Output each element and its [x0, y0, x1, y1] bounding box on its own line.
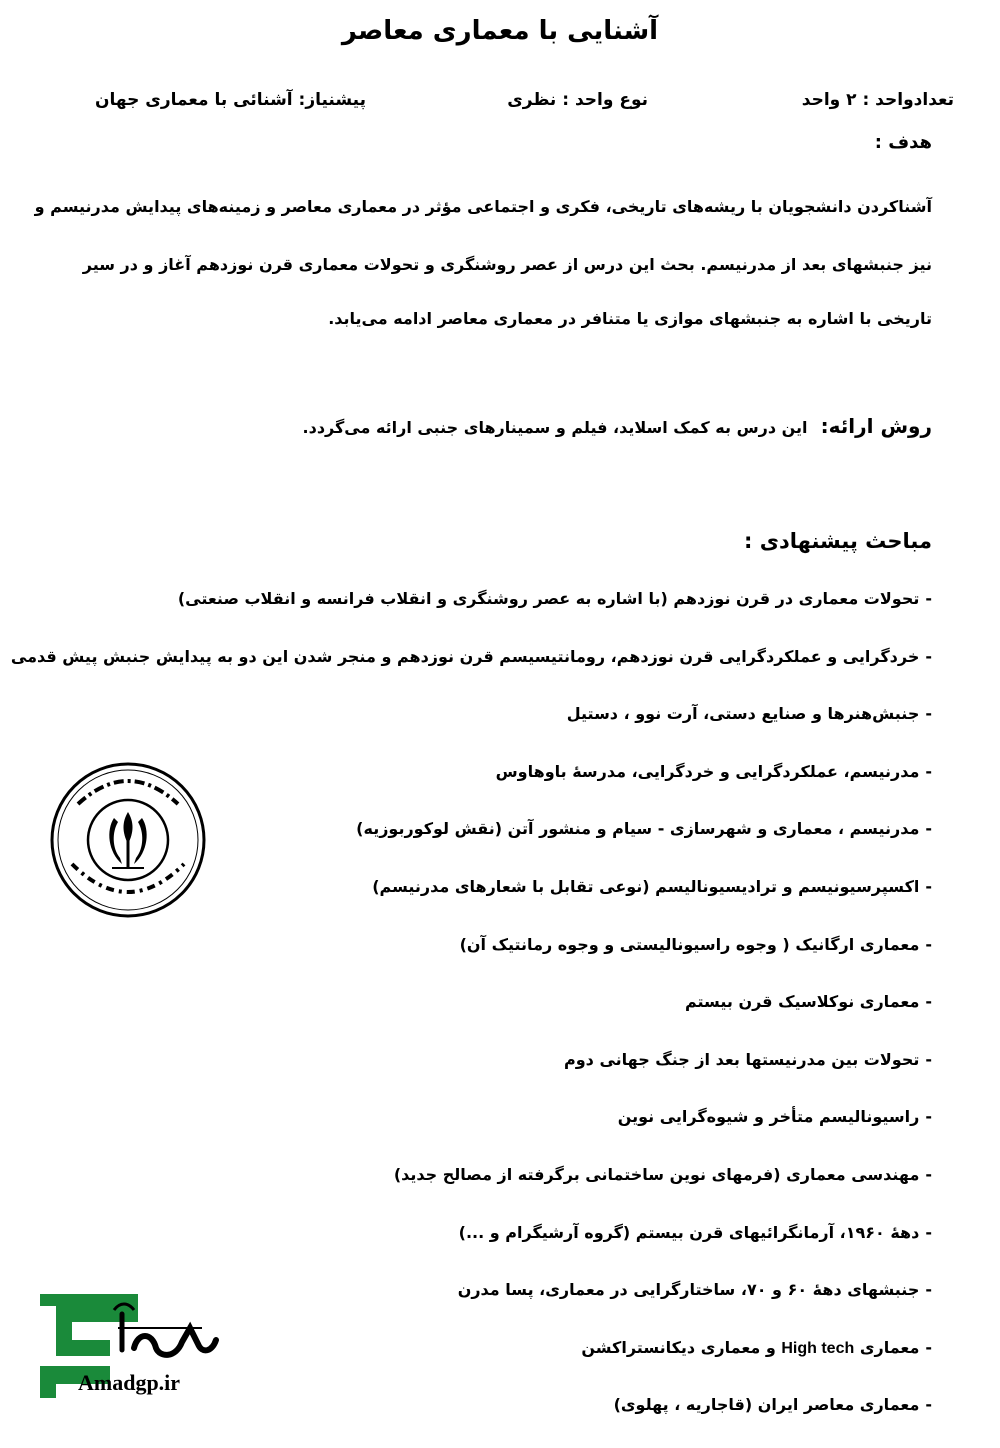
presentation-method-text: این درس به کمک اسلاید، فیلم و سمینارهای جنبی ارائه می‌گردد. [302, 418, 808, 437]
topic-item [10, 642, 932, 700]
topic-text: معماری نوکلاسیک قرن بیستم [684, 992, 920, 1012]
topic-item [52, 1218, 932, 1276]
topic-text: مدرنیسم، عملکردگرایی و خردگرایی، مدرسهٔ باوهاوس [495, 761, 920, 781]
unit-type: نوع واحد : نظری [507, 90, 648, 110]
units-count: تعدادواحد : ۲ واحد [801, 90, 954, 110]
bullet-dash: - [925, 761, 932, 781]
topic-text: اکسپرسیونیسم و ترادیسیونالیسم (نوعی تقابل با شعارهای مدرنیسم) [372, 876, 920, 896]
topic-text: تحولات معماری در قرن نوزدهم (با اشاره به عصر روشنگری و انقلاب فرانسه و انقلاب صنعتی) [177, 589, 920, 608]
topic-text: معماری ارگانیک ( وجوه راسیونالیستی و وجوه رمانتیک آن) [459, 934, 920, 954]
topic-text: معماری معاصر ایران (قاجاریه ، پهلوی) [613, 1395, 920, 1415]
bullet-dash: - [925, 646, 932, 666]
bullet-dash: - [925, 589, 932, 608]
topic-text: راسیونالیسم متأخر و شیوه‌گرایی نوین [617, 1107, 920, 1127]
topic-item [52, 930, 932, 988]
topic-text: دههٔ ۱۹۶۰، آرمانگرائیهای قرن بیستم (گروه آرشیگرام و ...) [458, 1222, 920, 1242]
topic-item [52, 1160, 932, 1218]
bullet-dash: - [925, 992, 932, 1012]
ministry-seal-stamp [48, 760, 208, 920]
bullet-dash: - [925, 704, 932, 724]
bullet-dash: - [925, 819, 932, 839]
bullet-dash: - [925, 1049, 932, 1069]
goal-paragraph-line: تاریخی با اشاره به جنبشهای موازی یا متنافر در معماری معاصر ادامه می‌یابد. [328, 309, 932, 328]
goal-heading: هدف : [874, 132, 932, 153]
topic-item [52, 1045, 932, 1103]
topic-text: مدرنیسم ، معماری و شهرسازی - سیام و منشور آتن (نقش لوکوربوزیه) [356, 819, 920, 839]
topic-text: و معماری دیکانستراکشن [581, 1337, 776, 1357]
topic-text: معماری [859, 1337, 920, 1357]
bullet-dash: - [925, 876, 932, 896]
topic-text: جنبشهای دههٔ ۶۰ و ۷۰، ساختارگرایی در معماری، پسا مدرن [457, 1280, 920, 1300]
bullet-dash: - [925, 1164, 932, 1184]
bullet-dash: - [925, 1280, 932, 1300]
topic-text: مهندسی معماری (فرمهای نوین ساختمانی برگرفته از مصالح جدید) [393, 1164, 920, 1184]
topic-text: تحولات بین مدرنیستها بعد از جنگ جهانی دوم [563, 1049, 920, 1069]
bullet-dash: - [925, 934, 932, 954]
presentation-method-label: روش ارائه: [820, 414, 932, 438]
topic-text: جنبش‌هنرها و صنایع دستی، آرت نوو ، دستیل [566, 704, 920, 724]
topic-item [52, 1102, 932, 1160]
topic-item [52, 584, 932, 642]
goal-paragraph-line: نیز جنبشهای بعد از مدرنیسم. بحث این درس از عصر روشنگری و تحولات معماری قرن نوزدهم آغاز و در سیر [82, 255, 932, 274]
bullet-dash: - [925, 1337, 932, 1357]
topic-text: خردگرایی و عملکردگرایی قرن نوزدهم، رومانتیسیسم قرن نوزدهم و منجر شدن این دو به پیدایش جنبش پیش قدمی [10, 646, 920, 666]
topics-heading: مباحث پیشنهادی : [743, 529, 932, 553]
topic-item [52, 699, 932, 757]
topic-latin-term: High tech [781, 1339, 855, 1357]
presentation-method [303, 414, 932, 438]
topic-item [52, 987, 932, 1045]
logo-domain-text: Amadgp.ir [78, 1370, 181, 1395]
bullet-dash: - [925, 1222, 932, 1242]
page-title: آشنایی با معماری معاصر [341, 16, 659, 46]
bullet-dash: - [925, 1395, 932, 1415]
prerequisite: پیشنیاز: آشنائی با معماری جهان [95, 90, 366, 110]
goal-paragraph-line: آشناکردن دانشجویان با ریشه‌های تاریخی، فکری و اجتماعی مؤثر در معماری معاصر و زمینه‌های پیدایش مدرنیسم و [34, 197, 932, 216]
bullet-dash: - [925, 1107, 932, 1127]
